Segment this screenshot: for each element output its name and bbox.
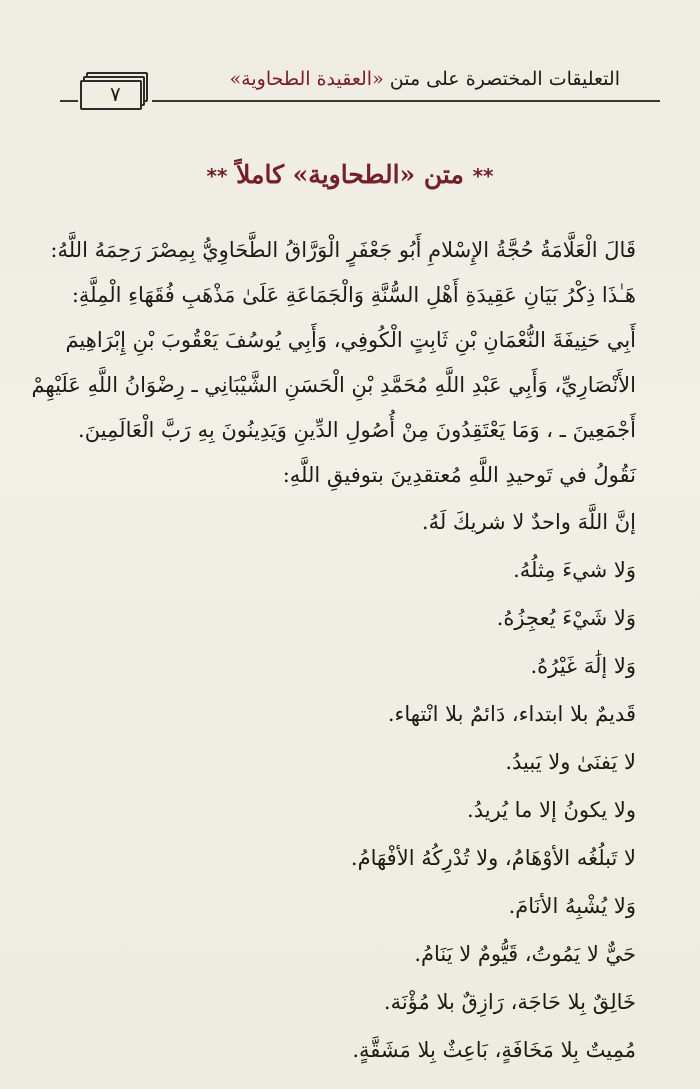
text-line: وَلا يُشْبِهُ الأنَامَ.: [508, 894, 636, 918]
stars-right: **: [472, 164, 494, 188]
text-line: لا تَبلُغُه الأوْهَامُ، ولا تُدْرِكُهُ الأفْهَامُ.: [350, 846, 636, 870]
page-number-badge: [80, 72, 150, 108]
text-line: وَلا شيءَ مِثلُهُ.: [513, 558, 636, 582]
text-body: [31, 228, 636, 1074]
text-line: نَقُولُ في تَوحيدِ اللَّهِ مُعتقدِينَ بتوفيقِ اللَّهِ:: [282, 463, 636, 487]
running-title-part3: «العقيدة الطحاوية»: [229, 68, 384, 90]
text-line: وَلا إلَٰهَ غَيْرُهُ.: [530, 654, 636, 678]
text-line: لا يَفنَىٰ ولا يَبيدُ.: [505, 750, 636, 774]
page-number: ٧: [110, 82, 121, 106]
text-line: مُمِيتٌ بِلا مَخَافَةٍ، بَاعِثٌ بِلا مَشَقَّةٍ.: [352, 1038, 636, 1062]
text-line: حَيٌّ لا يَمُوتُ، قَيُّومٌ لا يَنَامُ.: [414, 942, 636, 966]
running-title-part1: التعليقات المختصرة: [465, 68, 620, 90]
section-title-text: متن «الطحاوية» كاملاً: [236, 160, 464, 189]
text-line: أَبِي حَنِيفَةَ النُّعْمَانِ بْنِ ثَابِتٍ الْكُوفِي، وَأَبِي يُوسُفَ يَعْقُوبَ بْنِ إِبْرَاهِيمَ: [65, 328, 636, 352]
section-title: [0, 160, 700, 189]
running-title: [230, 68, 620, 90]
header-rule-left: [60, 100, 78, 102]
text-line: هَـٰذَا ذِكْرُ بَيَانِ عَقِيدَةِ أَهْلِ السُّنَّةِ وَالْجَمَاعَةِ عَلَىٰ مَذْهَبِ فُقَهَاءِ الْمِلَّةِ:: [71, 283, 636, 307]
stars-left: **: [206, 164, 228, 188]
running-title-part2: على متن: [389, 68, 460, 90]
text-line: الأَنْصَارِيِّ، وَأَبِي عَبْدِ اللَّهِ مُحَمَّدِ بْنِ الْحَسَنِ الشَّيْبَانِي ـ رِضْوَانُ اللَّهِ عَلَيْهِمْ: [31, 373, 636, 397]
text-line: وَلا شَيْءَ يُعجِزُهُ.: [496, 606, 636, 630]
header-rule: [152, 100, 660, 102]
text-line: ولا يكونُ إلا ما يُريدُ.: [467, 798, 636, 822]
text-line: أَجْمَعِينَ ـ ، وَمَا يَعْتَقِدُونَ مِنْ أُصُولِ الدِّينِ وَيَدِينُونَ بِهِ رَبَّ الْعَالَمِينَ.: [78, 418, 636, 442]
page-header: [60, 66, 660, 106]
text-line: قَديمٌ بلا ابتداء، دَائمٌ بلا انْتهاء.: [387, 702, 636, 726]
text-line: إنَّ اللَّهَ واحدٌ لا شريكَ لَهُ.: [421, 510, 636, 534]
text-line: قَالَ الْعَلَّامَةُ حُجَّةُ الإِسْلامِ أَبُو جَعْفَرٍ الْوَرَّاقُ الطَّحَاوِيُّ بِمِصْرَ رَحِمَهُ اللَّهُ:: [50, 238, 636, 262]
text-line: خَالِقٌ بِلا حَاجَة، رَازِقٌ بلا مُؤْنَة.: [383, 990, 636, 1014]
